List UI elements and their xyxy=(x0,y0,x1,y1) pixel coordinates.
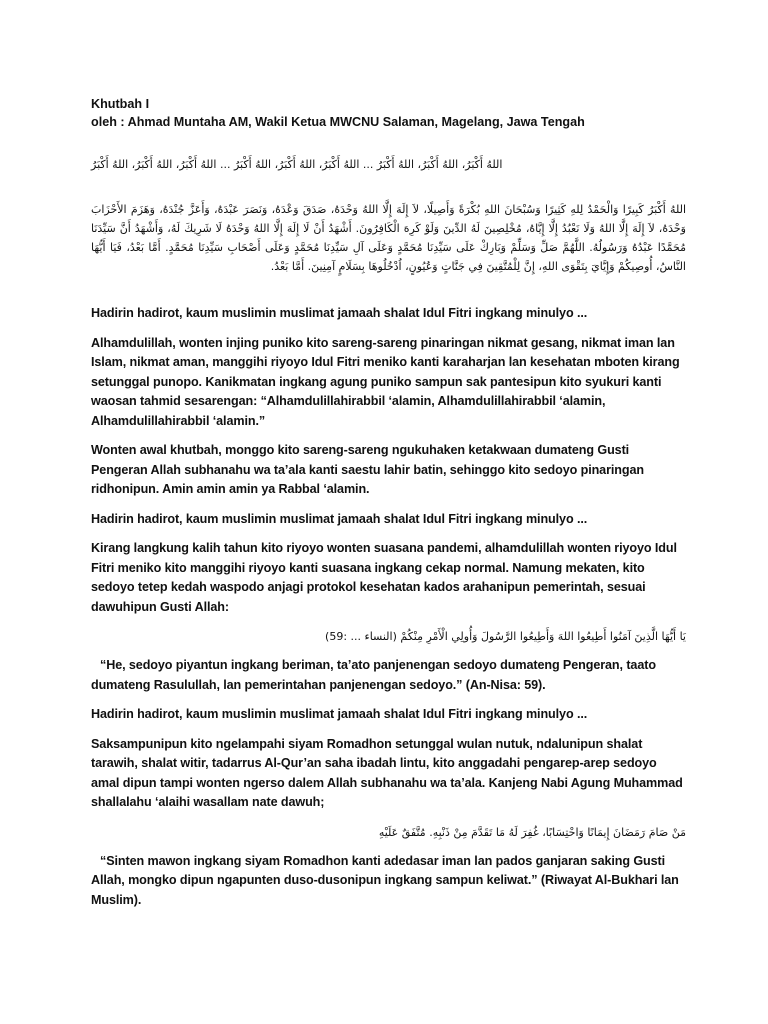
paragraph-alhamdulillah: Alhamdulillah, wonten injing puniko kito sareng-sareng pinaringan nikmat gesang, nikmat iman lan Islam, nikmat aman, manggihi riyoyo Idul Fitri meniko kanti karaharjan lan kesehatan mboten kirang setunggal punopo. Kanikmatan ingkang agung puniko sampun sak pantesipun kito syukuri kanti waosan tahmid sesarengan: “Alhamdulillahirabbil ‘alamin, Alhamdulillahirabbil ‘alamin, Alhamdulillahirabbil ‘alamin.” xyxy=(91,335,680,428)
paragraph-awal-khutbah: Wonten awal khutbah, monggo kito sareng-sareng ngukuhaken ketakwaan dumateng Gusti Pengeran Allah subhanahu wa ta’ala kanti saestu lahir batin, sehinggo kito sedoyo pinaringan ridhonipun. Amin amin amin ya Rabbal ‘alamin. xyxy=(91,443,644,496)
paragraph-siyam: Saksampunipun kito ngelampahi siyam Romadhon setunggal wulan nutuk, ndalunipun shalat tarawih, shalat witir, tadarrus Al-Qur’an saha ibadah lintu, kito anggadahi pengarep-arep sedoyo amal dipun tampi wonten ngerso dalem Allah subhanahu wa ta’ala. Kanjeng Nabi Agung Muhammad shallalahu ‘alaihi wasallam nate dawuh; xyxy=(91,736,683,809)
arabic-takbir: اللهُ أَكْبَرُ، اللهُ أَكْبَرُ، اللهُ أَكْبَرُ ... اللهُ أَكْبَرُ، اللهُ أَكْبَرُ، اللهُ أَكْبَرُ ... اللهُ أَكْبَرُ، اللهُ أَكْبَرُ، اللهُ أَكْبَرُ xyxy=(91,158,503,171)
paragraph-translation-an-nisa: “He, sedoyo piyantun ingkang beriman, ta’ato panjenengan sedoyo dumateng Pengeran, taato dumateng Rasulullah, lan pemerintahan panjenengan sedoyo.” (An-Nisa: 59). xyxy=(91,658,656,692)
paragraph-greeting-3: Hadirin hadirot, kaum muslimin muslimat jamaah shalat Idul Fitri ingkang minulyo ... xyxy=(91,707,588,721)
paragraph-greeting-1: Hadirin hadirot, kaum muslimin muslimat jamaah shalat Idul Fitri ingkang minulyo ... xyxy=(91,306,588,320)
paragraph-greeting-2: Hadirin hadirot, kaum muslimin muslimat jamaah shalat Idul Fitri ingkang minulyo ... xyxy=(91,511,588,526)
paragraph-translation-hadith: “Sinten mawon ingkang siyam Romadhon kanti adedasar iman lan pados ganjaran saking Gusti Allah, mongko dipun ngapunten duso-dusonipun ingkang sampun keliwat.” (Riwayat Al-Bukhari lan Muslim). xyxy=(91,853,679,907)
arabic-verse-an-nisa: يَا أَيُّهَا الَّذِينَ آمَنُوا أَطِيعُوا اللهَ وَأَطِيعُوا الرَّسُولَ وَأُولِي الْأَمْرِ مِنْكُمْ (النساء ... :59) xyxy=(325,630,686,643)
document-body xyxy=(91,95,686,920)
arabic-opening: اللهُ أَكْبَرُ كَبِيرًا وَالْحَمْدُ لِلهِ كَثِيرًا وَسُبْحَانَ اللهِ بُكْرَةً وَأَصِيلًا، لاَ إِلَهَ إِلَّا اللهُ وَحْدَهُ، صَدَقَ وَعْدَهُ، وَنَصَرَ عَبْدَهُ، وَأَعَزَّ جُنْدَهُ، وَهَزَمَ الأَحْزَابَ وَحْدَهُ، لاَ إِلَهَ إِلَّا اللهُ وَلَا نَعْبُدُ إِلَّا إِيَّاهُ، مُخْلِصِينَ لَهُ الدِّينَ وَلَوْ كَرِهَ الْكَافِرُونَ. أَشْهَدُ أَنْ لَا إِلَهَ إِلَّا اللهُ وَحْدَهُ لَا شَرِيكَ لَهُ، وَأَشْهَدُ أَنَّ سَيِّدَنَا مُحَمَّدًا عَبْدُهُ وَرَسُولُهُ. اللَّهُمَّ صَلِّ وَسَلِّمْ وَبَارِكْ عَلَى سَيِّدِنَا مُحَمَّدٍ وَعَلَى آلِ سَيِّدِنَا مُحَمَّدٍ وَعَلَى أَصْحَابِ سَيِّدِنَا مُحَمَّدٍ. أَمَّا بَعْدُ، فَيَا أَيُّهَا النَّاسُ، أُوصِيكُمْ وَإِيَّايَ بِتَقْوَى اللهِ، إِنَّ لِلْمُتَّقِينَ فِي جَنَّاتٍ وَعُيُونٍ، اُدْخُلُوهَا بِسَلَامٍ آمِنِينَ. أَمَّا بَعْدُ. xyxy=(91,203,686,273)
paragraph-pandemi: Kirang langkung kalih tahun kito riyoyo wonten suasana pandemi, alhamdulillah wonten riyoyo Idul Fitri meniko kito manggihi riyoyo kanti suasana ingkang cekap normal. Namung mekaten, kito sedoyo tetep kedah waspodo anjagi protokol kesehatan kados arahanipun pemerintah, sesuai dawuhipun Gusti Allah: xyxy=(91,541,677,614)
document-title: Khutbah I xyxy=(91,97,150,111)
arabic-hadith: مَنْ صَامَ رَمَضَانَ إِيمَانًا وَاحْتِسَابًا، غُفِرَ لَهُ مَا تَقَدَّمَ مِنْ ذَنْبِهِ. مُتَّفَقٌ عَلَيْهِ xyxy=(378,825,686,839)
document-byline: oleh : Ahmad Muntaha AM, Wakil Ketua MWCNU Salaman, Magelang, Jawa Tengah xyxy=(91,115,585,129)
